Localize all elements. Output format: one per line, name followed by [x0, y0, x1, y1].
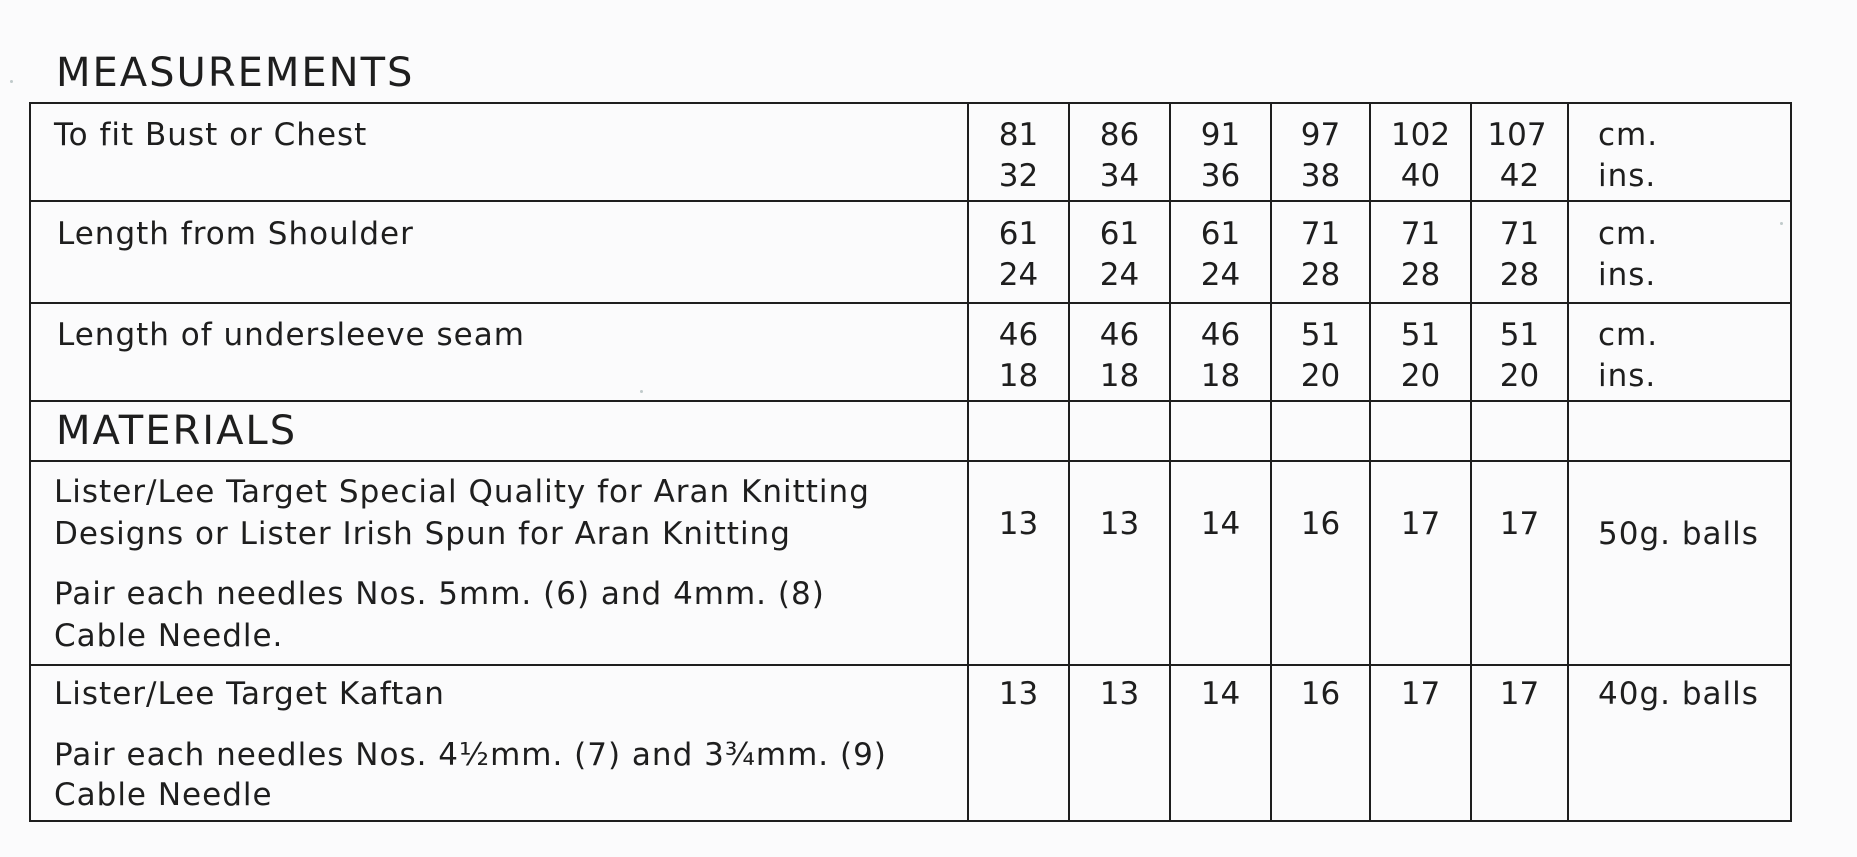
cm-value: 46 [1200, 317, 1241, 353]
balls-count: 16 [1300, 676, 1341, 712]
unit-balls: 50g. balls [1598, 516, 1759, 552]
cm-value: 97 [1300, 117, 1341, 153]
yarn-description: Designs or Lister Irish Spun for Aran Knitting [54, 516, 791, 552]
cm-value: 46 [998, 317, 1039, 353]
ins-value: 36 [1200, 158, 1241, 194]
cm-value: 61 [1200, 216, 1241, 252]
cm-value: 61 [998, 216, 1039, 252]
balls-count: 17 [1499, 676, 1540, 712]
table-left-border [29, 102, 31, 822]
ins-value: 42 [1499, 158, 1540, 194]
balls-count: 13 [998, 506, 1039, 542]
ins-value: 40 [1400, 158, 1441, 194]
cm-value: 81 [998, 117, 1039, 153]
unit-ins: ins. [1598, 358, 1657, 394]
table-top-border [29, 102, 1792, 104]
unit-cm: cm. [1598, 117, 1659, 153]
ins-value: 24 [1099, 257, 1140, 293]
ins-value: 20 [1300, 358, 1341, 394]
ins-value: 18 [998, 358, 1039, 394]
cm-value: 71 [1499, 216, 1540, 252]
row-divider [29, 200, 1792, 202]
row-label-undersleeve-seam: Length of undersleeve seam [57, 317, 525, 353]
needles-description: Cable Needle [54, 777, 273, 813]
balls-count: 14 [1200, 506, 1241, 542]
cm-value: 71 [1400, 216, 1441, 252]
paper-speck [640, 390, 643, 393]
ins-value: 28 [1499, 257, 1540, 293]
needles-description: Pair each needles Nos. 5mm. (6) and 4mm. (8) [54, 576, 825, 612]
balls-count: 16 [1300, 506, 1341, 542]
column-divider [1567, 102, 1569, 822]
ins-value: 20 [1499, 358, 1540, 394]
paper-speck [1780, 222, 1783, 225]
cm-value: 71 [1300, 216, 1341, 252]
cm-value: 102 [1390, 117, 1451, 153]
unit-ins: ins. [1598, 257, 1657, 293]
balls-count: 17 [1499, 506, 1540, 542]
row-label-bust-chest: To fit Bust or Chest [54, 117, 368, 153]
ins-value: 18 [1200, 358, 1241, 394]
paper-speck [10, 80, 13, 83]
ins-value: 38 [1300, 158, 1341, 194]
needles-description: Cable Needle. [54, 618, 284, 654]
cm-value: 51 [1300, 317, 1341, 353]
row-divider [29, 302, 1792, 304]
cm-value: 51 [1400, 317, 1441, 353]
materials-heading: MATERIALS [56, 408, 298, 454]
yarn-description: Lister/Lee Target Kaftan [54, 676, 445, 712]
balls-count: 14 [1200, 676, 1241, 712]
unit-cm: cm. [1598, 317, 1659, 353]
row-divider [29, 400, 1792, 402]
table-right-border [1790, 102, 1792, 822]
ins-value: 24 [998, 257, 1039, 293]
cm-value: 91 [1200, 117, 1241, 153]
ins-value: 32 [998, 158, 1039, 194]
row-divider [29, 664, 1792, 666]
ins-value: 28 [1400, 257, 1441, 293]
needles-description: Pair each needles Nos. 4½mm. (7) and 3¾mm. (9) [54, 737, 887, 773]
cm-value: 51 [1499, 317, 1540, 353]
row-divider [29, 460, 1792, 462]
unit-cm: cm. [1598, 216, 1659, 252]
cm-value: 107 [1487, 117, 1547, 153]
ins-value: 34 [1099, 158, 1140, 194]
unit-ins: ins. [1598, 158, 1657, 194]
cm-value: 61 [1099, 216, 1140, 252]
balls-count: 13 [1099, 676, 1140, 712]
balls-count: 17 [1400, 506, 1441, 542]
yarn-description: Lister/Lee Target Special Quality for Aran Knitting [54, 474, 870, 510]
balls-count: 17 [1400, 676, 1441, 712]
table-bottom-border [29, 820, 1792, 822]
unit-balls: 40g. balls [1598, 676, 1759, 712]
ins-value: 28 [1300, 257, 1341, 293]
ins-value: 24 [1200, 257, 1241, 293]
cm-value: 86 [1099, 117, 1140, 153]
balls-count: 13 [998, 676, 1039, 712]
balls-count: 13 [1099, 506, 1140, 542]
ins-value: 20 [1400, 358, 1441, 394]
row-label-length-shoulder: Length from Shoulder [57, 216, 414, 252]
measurements-heading: MEASUREMENTS [56, 50, 415, 96]
ins-value: 18 [1099, 358, 1140, 394]
cm-value: 46 [1099, 317, 1140, 353]
